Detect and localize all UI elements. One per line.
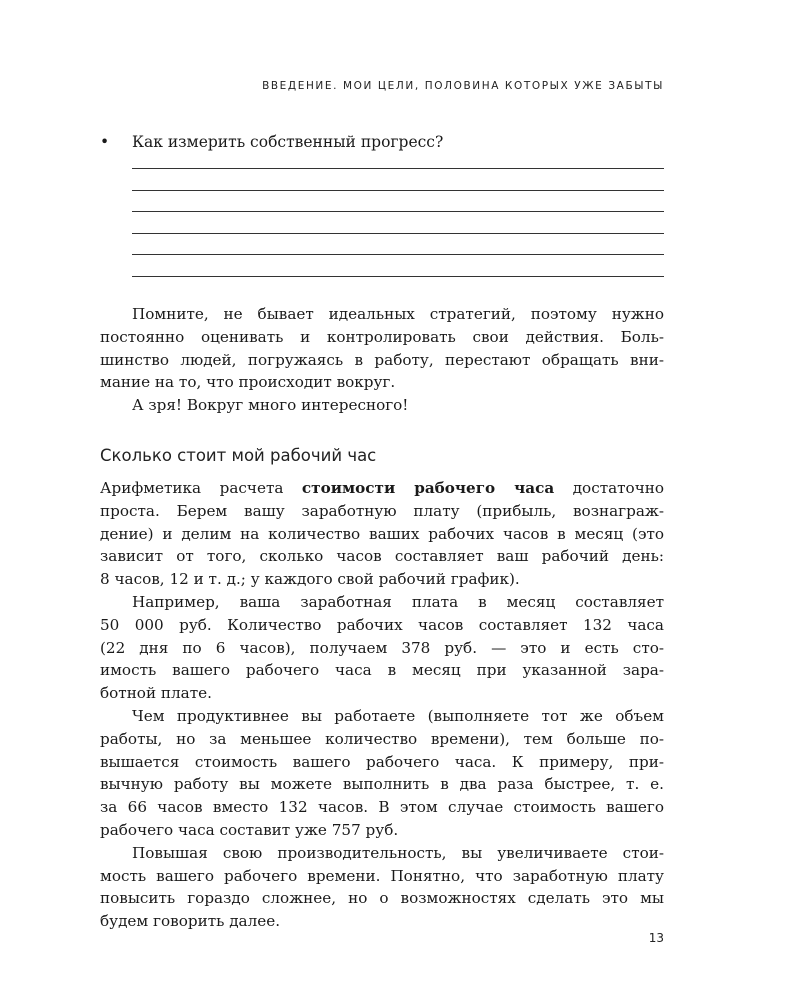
text-line: мость вашего рабочего времени. Понятно, что заработную плату xyxy=(100,866,664,885)
text-line: 8 часов, 12 и т. д.; у каждого свой рабочий график). xyxy=(100,570,520,589)
text-line: А зря! Вокруг много интересного! xyxy=(132,396,409,415)
text-line: постоянно оценивать и контролировать свои действия. Боль- xyxy=(100,327,664,346)
text-line: зависит от того, сколько часов составляет ваш рабочий день: xyxy=(100,547,664,566)
text-line: шинство людей, погружаясь в работу, перестают обращать вни- xyxy=(100,350,664,369)
answer-line xyxy=(132,254,664,255)
answer-line xyxy=(132,190,664,191)
answer-line xyxy=(132,233,664,234)
answer-line xyxy=(132,211,664,212)
text-line: Помните, не бывает идеальных стратегий, поэтому нужно xyxy=(132,305,664,323)
text-line: вычную работу вы можете выполнить в два раза быстрее, т. е. xyxy=(100,775,664,794)
text-span: Арифметика расчета xyxy=(100,479,302,497)
bold-term: стоимости рабочего часа xyxy=(301,479,555,497)
text-line xyxy=(100,477,664,500)
text-line: имость вашего рабочего часа в месяц при указанной зара- xyxy=(100,661,664,680)
intro-paragraph xyxy=(100,303,664,417)
question-text: Как измерить собственный прогресс? xyxy=(132,133,444,151)
text-line: 50 000 руб. Количество рабочих часов составляет 132 часа xyxy=(100,615,664,634)
text-line: повысить гораздо сложнее, но о возможностях сделать это мы xyxy=(100,889,664,908)
section-body xyxy=(100,477,664,933)
text-line: проста. Берем вашу заработную плату (прибыль, вознаграж- xyxy=(100,501,664,520)
text-line: за 66 часов вместо 132 часов. В этом случае стоимость вашего xyxy=(100,798,664,817)
text-line: рабочего часа составит уже 757 руб. xyxy=(100,820,399,839)
answer-lines xyxy=(132,168,664,298)
text-line: ботной плате. xyxy=(100,684,212,703)
text-line: вышается стоимость вашего рабочего часа. К примеру, при- xyxy=(100,752,664,771)
text-line: Например, ваша заработная плата в месяц составляет xyxy=(132,592,664,611)
text-line: (22 дня по 6 часов), получаем 378 руб. — это и есть сто- xyxy=(100,638,664,657)
text-line: дение) и делим на количество ваших рабочих часов в месяц (это xyxy=(100,524,664,543)
text-line: будем говорить далее. xyxy=(100,912,281,931)
text-line: Чем продуктивнее вы работаете (выполняете тот же объем xyxy=(132,706,664,725)
text-line: мание на то, что происходит вокруг. xyxy=(100,373,396,392)
text-line: Повышая свою производительность, вы увеличиваете стои- xyxy=(132,843,664,862)
answer-line xyxy=(132,168,664,169)
text-span: достаточно xyxy=(554,479,665,497)
bullet-marker: • xyxy=(100,133,110,151)
text-line: работы, но за меньшее количество времени), тем больше по- xyxy=(100,729,664,748)
section-heading: Сколько стоит мой рабочий час xyxy=(100,446,377,465)
page-number: 13 xyxy=(648,931,664,945)
running-header: ВВЕДЕНИЕ. МОИ ЦЕЛИ, ПОЛОВИНА КОТОРЫХ УЖЕ ЗАБЫТЫ xyxy=(262,80,664,92)
answer-line xyxy=(132,276,664,277)
